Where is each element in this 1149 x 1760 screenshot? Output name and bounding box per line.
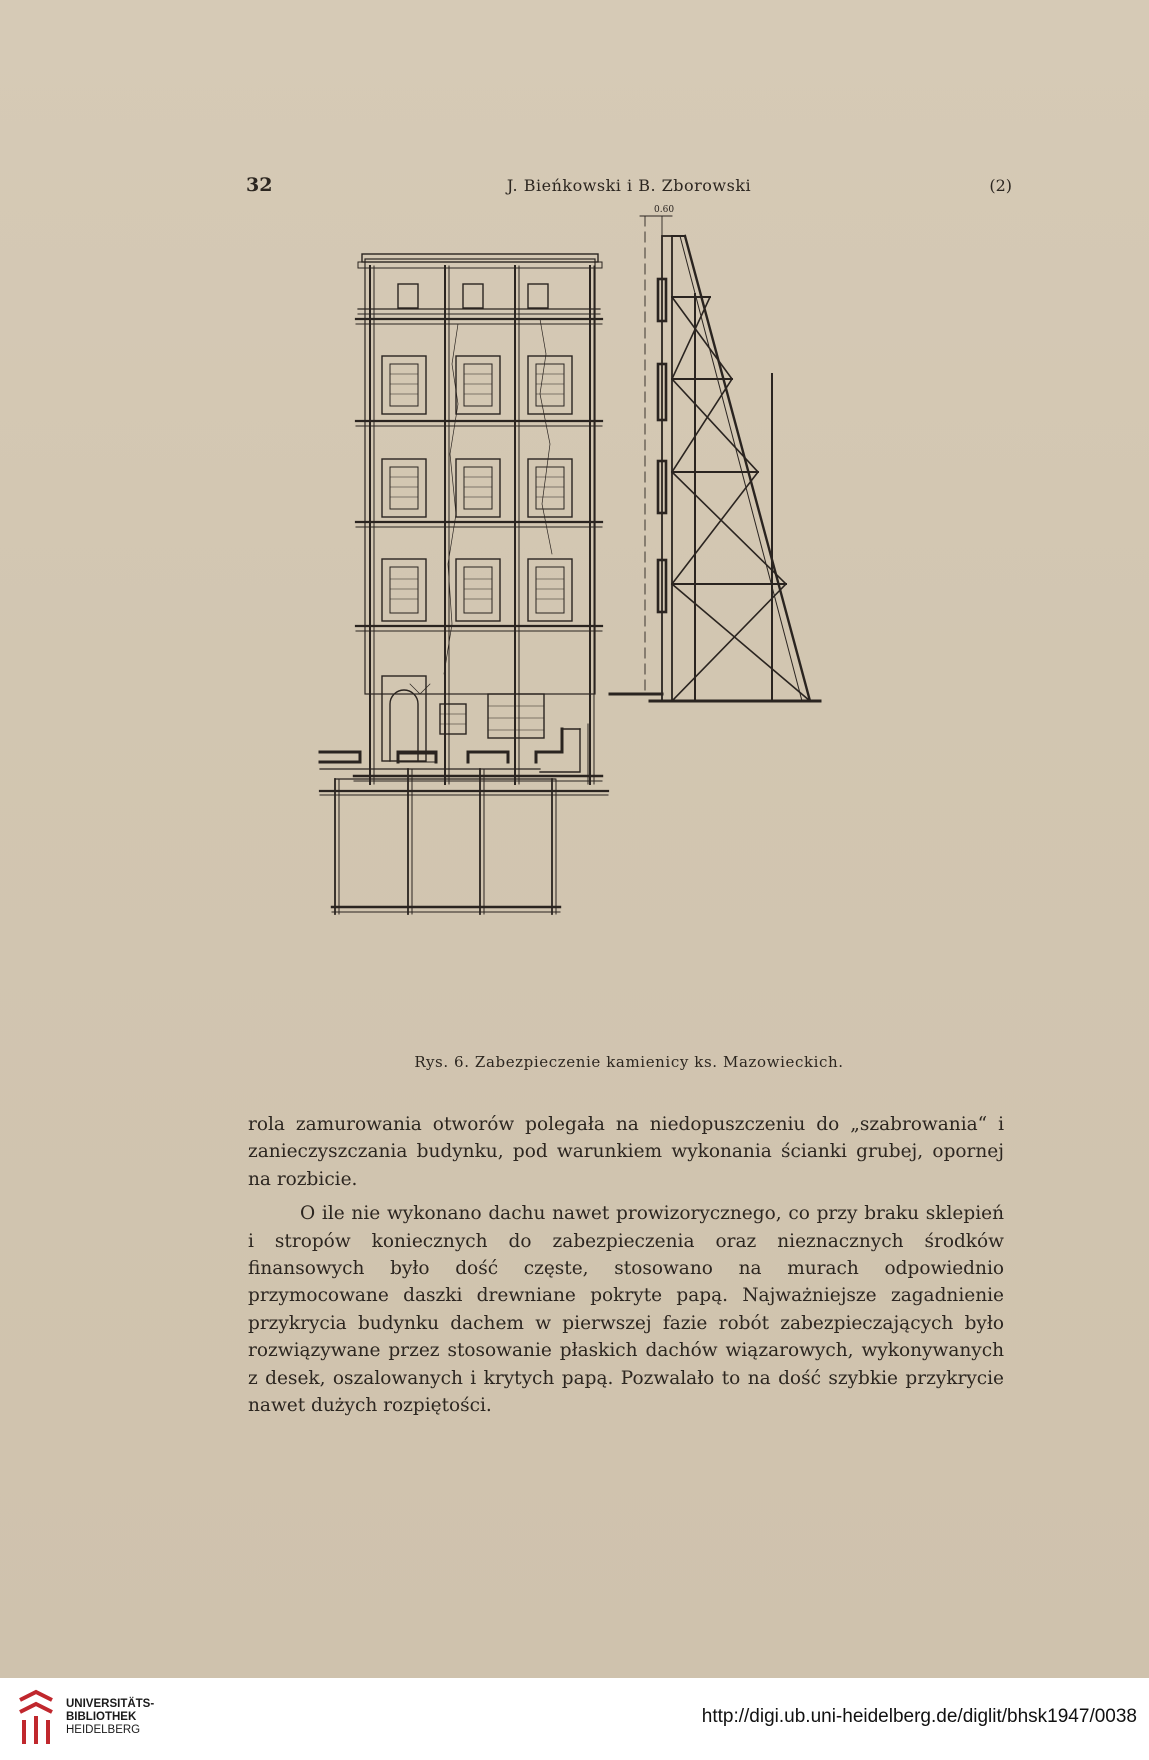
header-section: (2) bbox=[989, 176, 1012, 195]
library-name-line: HEIDELBERG bbox=[66, 1724, 141, 1736]
facade-scaffolding-drawing bbox=[340, 205, 920, 1044]
body-text bbox=[248, 1111, 1004, 1426]
running-header bbox=[246, 168, 1012, 198]
library-name bbox=[66, 1698, 154, 1737]
library-name-line: BIBLIOTHEK bbox=[66, 1711, 137, 1723]
scaffolding-plan bbox=[320, 724, 588, 914]
library-name-line: UNIVERSITÄTS- bbox=[66, 1698, 155, 1710]
figure-caption: Rys. 6. Zabezpieczenie kamienicy ks. Mazowieckich. bbox=[414, 1053, 844, 1071]
page-number: 32 bbox=[246, 174, 273, 196]
raking-shore-section bbox=[610, 205, 820, 701]
paragraph: rola zamurowania otworów polegała na niedopuszczeniu do „szabrowania“ i zanieczyszczania budynku, pod warunkiem wykonania ścianki grubej, opornej na rozbicie. bbox=[248, 1114, 1004, 1190]
facade-elevation bbox=[320, 254, 608, 795]
dimension-label: 0.60 bbox=[654, 205, 675, 215]
paragraph: O ile nie wykonano dachu nawet prowizorycznego, co przy braku sklepień i stropów koniecznych do zabezpieczenia oraz nieznacznych środków finansowych było dość częste, stosowano na murach odpowiednio przymocowane daszki drewniane pokryte papą. Najważniejsze zagadnienie przykrycia budynku dachem w pierwszej fazie robót zabezpieczających było rozwiązywane przez stosowanie płaskich dachów wiązarowych, wykonywanych z desek, oszalowanych i krytych papą. Pozwalało to na dość szybkie przykrycie nawet dużych rozpiętości. bbox=[248, 1203, 1004, 1417]
library-logo-icon bbox=[14, 1690, 58, 1748]
source-url-link[interactable]: http://digi.ub.uni-heidelberg.de/diglit/bhsk1947/0038 bbox=[701, 1706, 1137, 1727]
header-authors: J. Bieńkowski i B. Zborowski bbox=[506, 176, 752, 195]
library-footer bbox=[0, 1678, 1149, 1760]
